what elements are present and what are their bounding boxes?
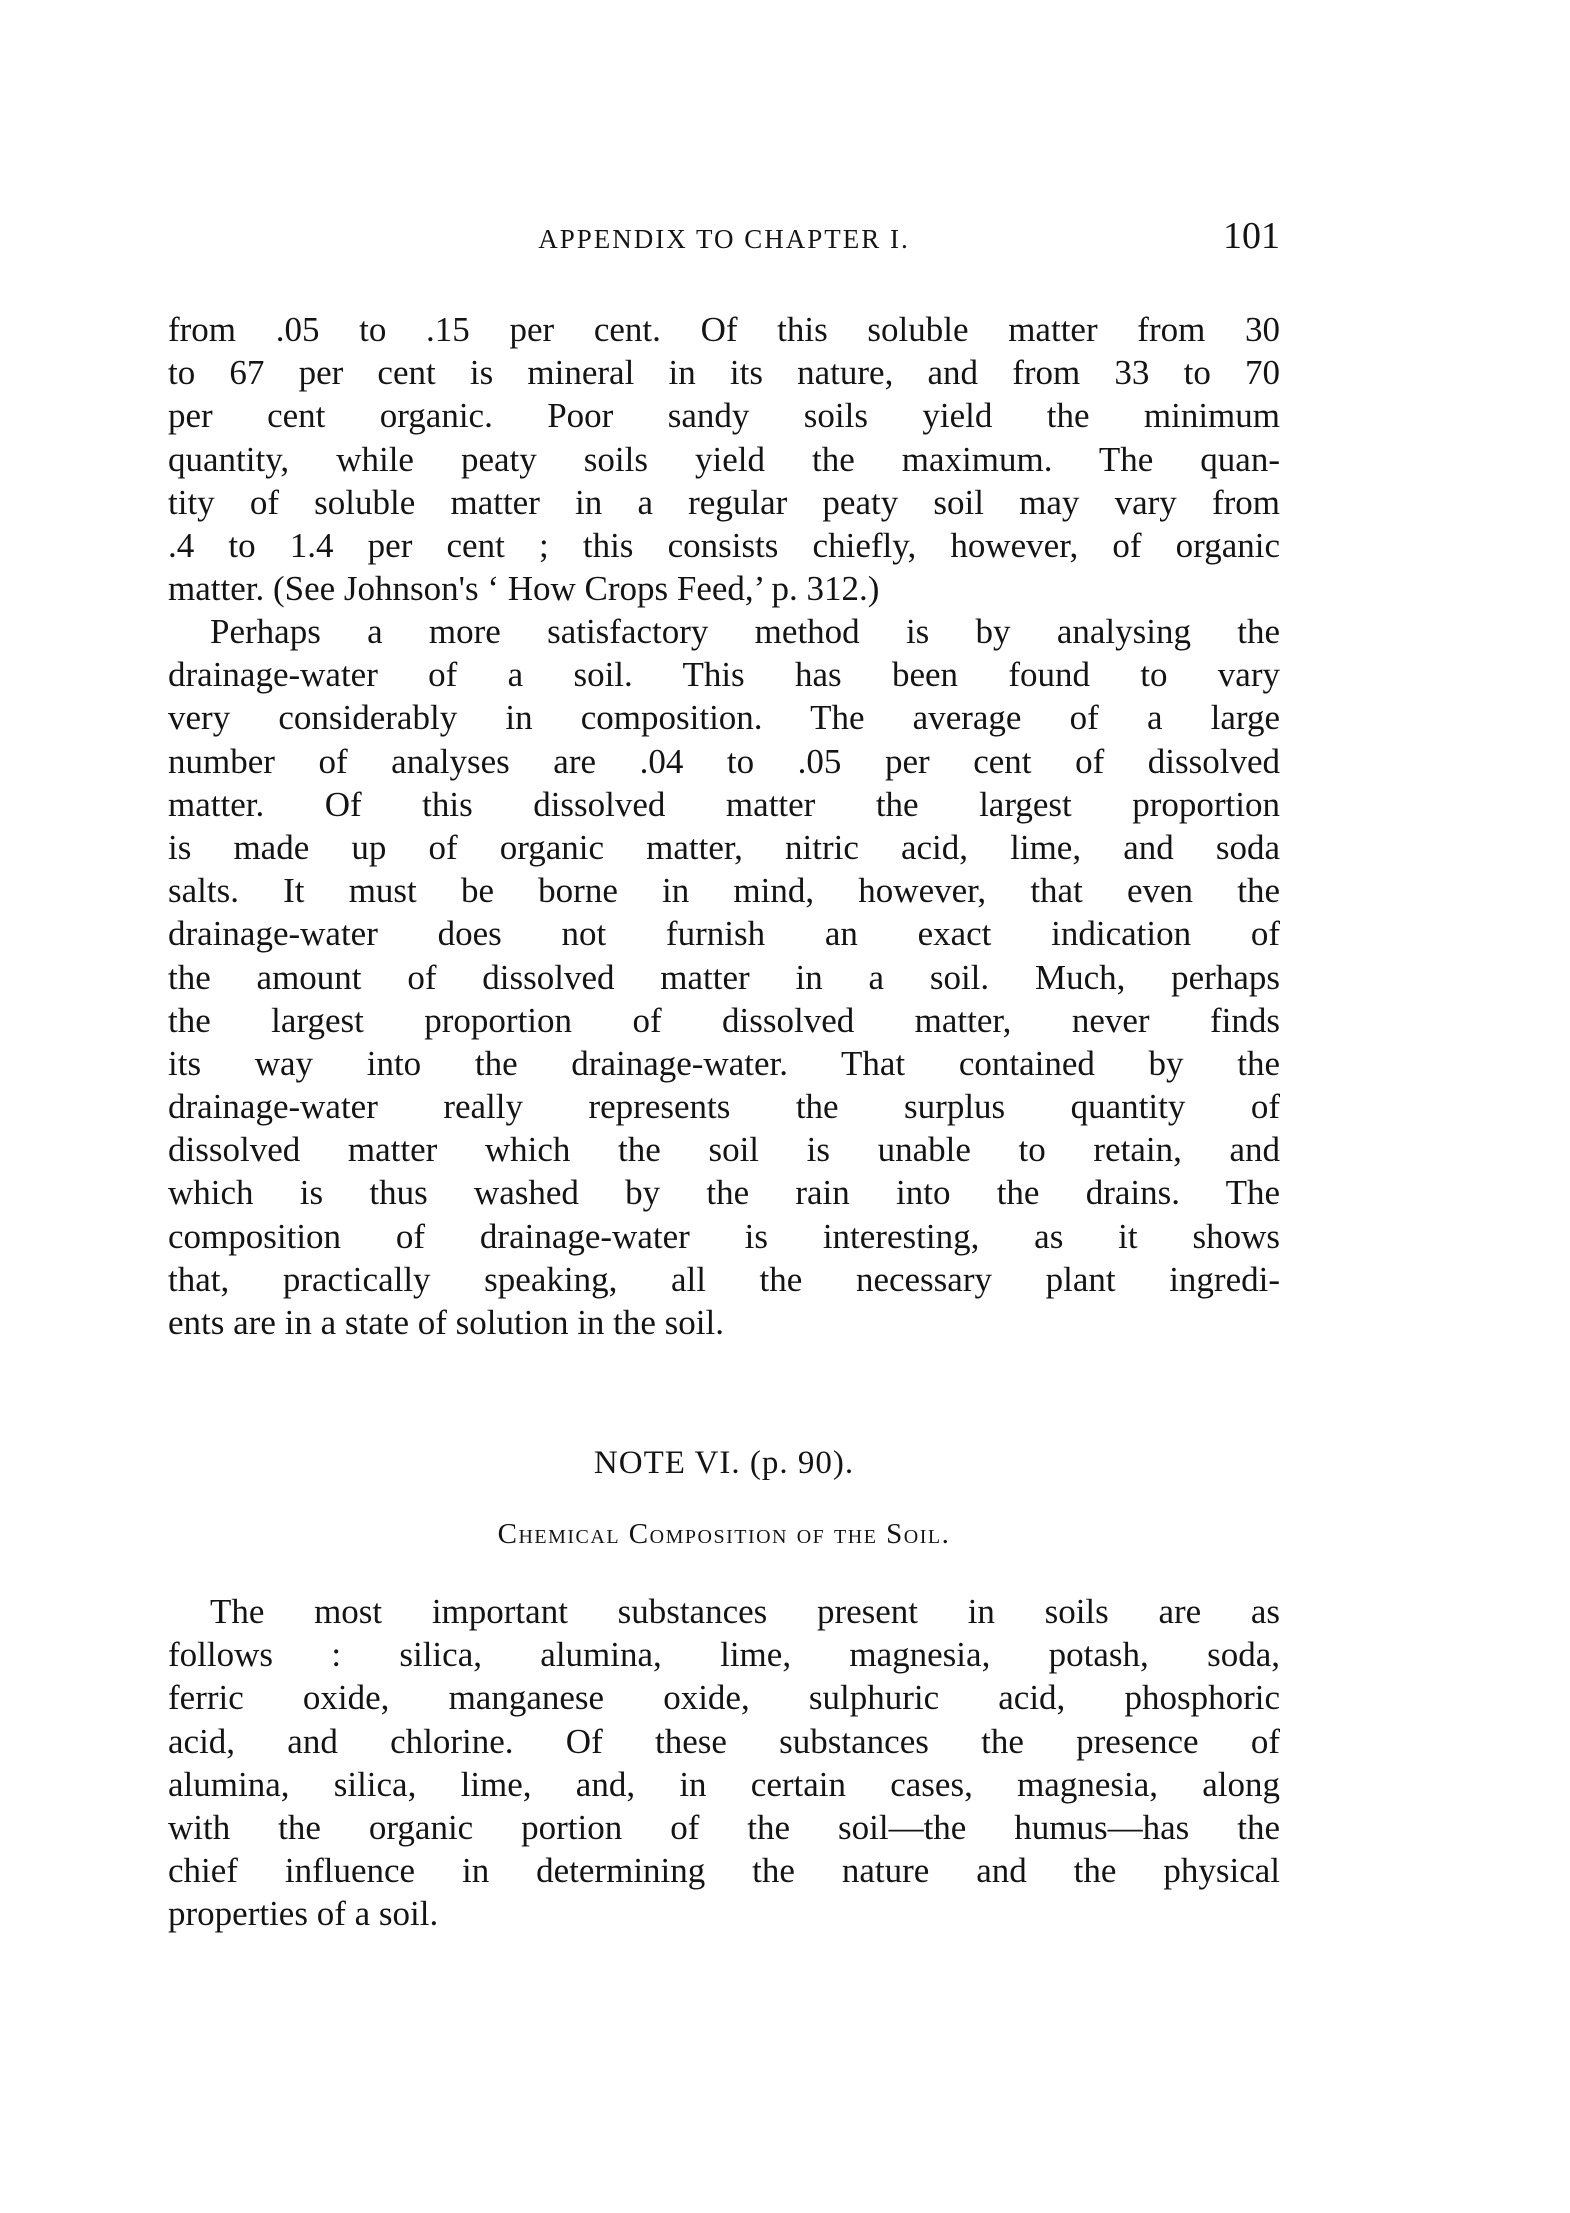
text-line: per cent organic. Poor sandy soils yield the minimum [168,396,1280,436]
text-line: .4 to 1.4 per cent ; this consists chiefly, however, of organic [168,525,1280,565]
paragraph-soluble-matter [168,308,1280,610]
text-line: acid, and chlorine. Of these substances the presence of [168,1721,1280,1761]
text-line: matter. (See Johnson's ‘ How Crops Feed,’ p. 312.) [168,569,880,609]
paragraph-soil-composition [168,1590,1280,1936]
page-number: 101 [1223,215,1280,257]
text-line: quantity, while peaty soils yield the maximum. The quan- [168,439,1280,479]
text-line: number of analyses are .04 to .05 per cent of dissolved [168,741,1280,781]
note-heading: NOTE VI. (p. 90). [593,1445,855,1481]
text-line: matter. Of this dissolved matter the largest proportion [168,784,1280,824]
text-line: very considerably in composition. The average of a large [168,698,1280,738]
text-line: to 67 per cent is mineral in its nature, and from 33 to 70 [168,353,1280,393]
running-title: APPENDIX TO CHAPTER I. [538,224,910,254]
text-line: drainage-water really represents the surplus quantity of [168,1087,1280,1127]
text-line: which is thus washed by the rain into the drains. The [168,1173,1280,1213]
section-title: Chemical Composition of the Soil. [497,1518,951,1550]
text-line: chief influence in determining the nature and the physical [168,1851,1280,1891]
text-line: The most important substances present in soils are as [210,1592,1280,1631]
text-line: its way into the drainage-water. That contained by the [168,1043,1280,1083]
running-head [168,214,1280,266]
text-line: drainage-water does not furnish an exact indication of [168,914,1280,954]
text-line: dissolved matter which the soil is unable to retain, and [168,1130,1280,1170]
text-line: Perhaps a more satisfactory method is by analysing the [210,612,1280,651]
text-line: ents are in a state of solution in the soil. [168,1303,725,1342]
text-line: from .05 to .15 per cent. Of this soluble matter from 30 [168,310,1280,349]
text-line: composition of drainage-water is interesting, as it shows [168,1216,1280,1256]
text-line: tity of soluble matter in a regular peaty soil may vary from [168,482,1280,522]
text-line: follows : silica, alumina, lime, magnesia, potash, soda, [168,1635,1280,1675]
text-line: ferric oxide, manganese oxide, sulphuric acid, phosphoric [168,1678,1280,1718]
paragraph-drainage-water [168,610,1280,1344]
text-line: drainage-water of a soil. This has been found to vary [168,655,1280,695]
text-line: alumina, silica, lime, and, in certain cases, magnesia, along [168,1764,1280,1804]
text-line: with the organic portion of the soil—the humus—has the [168,1807,1280,1847]
text-line: salts. It must be borne in mind, however, that even the [168,871,1280,911]
text-line: the amount of dissolved matter in a soil. Much, perhaps [168,957,1280,997]
text-line: properties of a soil. [168,1894,439,1934]
text-line: that, practically speaking, all the necessary plant ingredi- [168,1259,1280,1299]
text-line: the largest proportion of dissolved matter, never finds [168,1000,1280,1040]
text-line: is made up of organic matter, nitric acid, lime, and soda [168,827,1280,867]
